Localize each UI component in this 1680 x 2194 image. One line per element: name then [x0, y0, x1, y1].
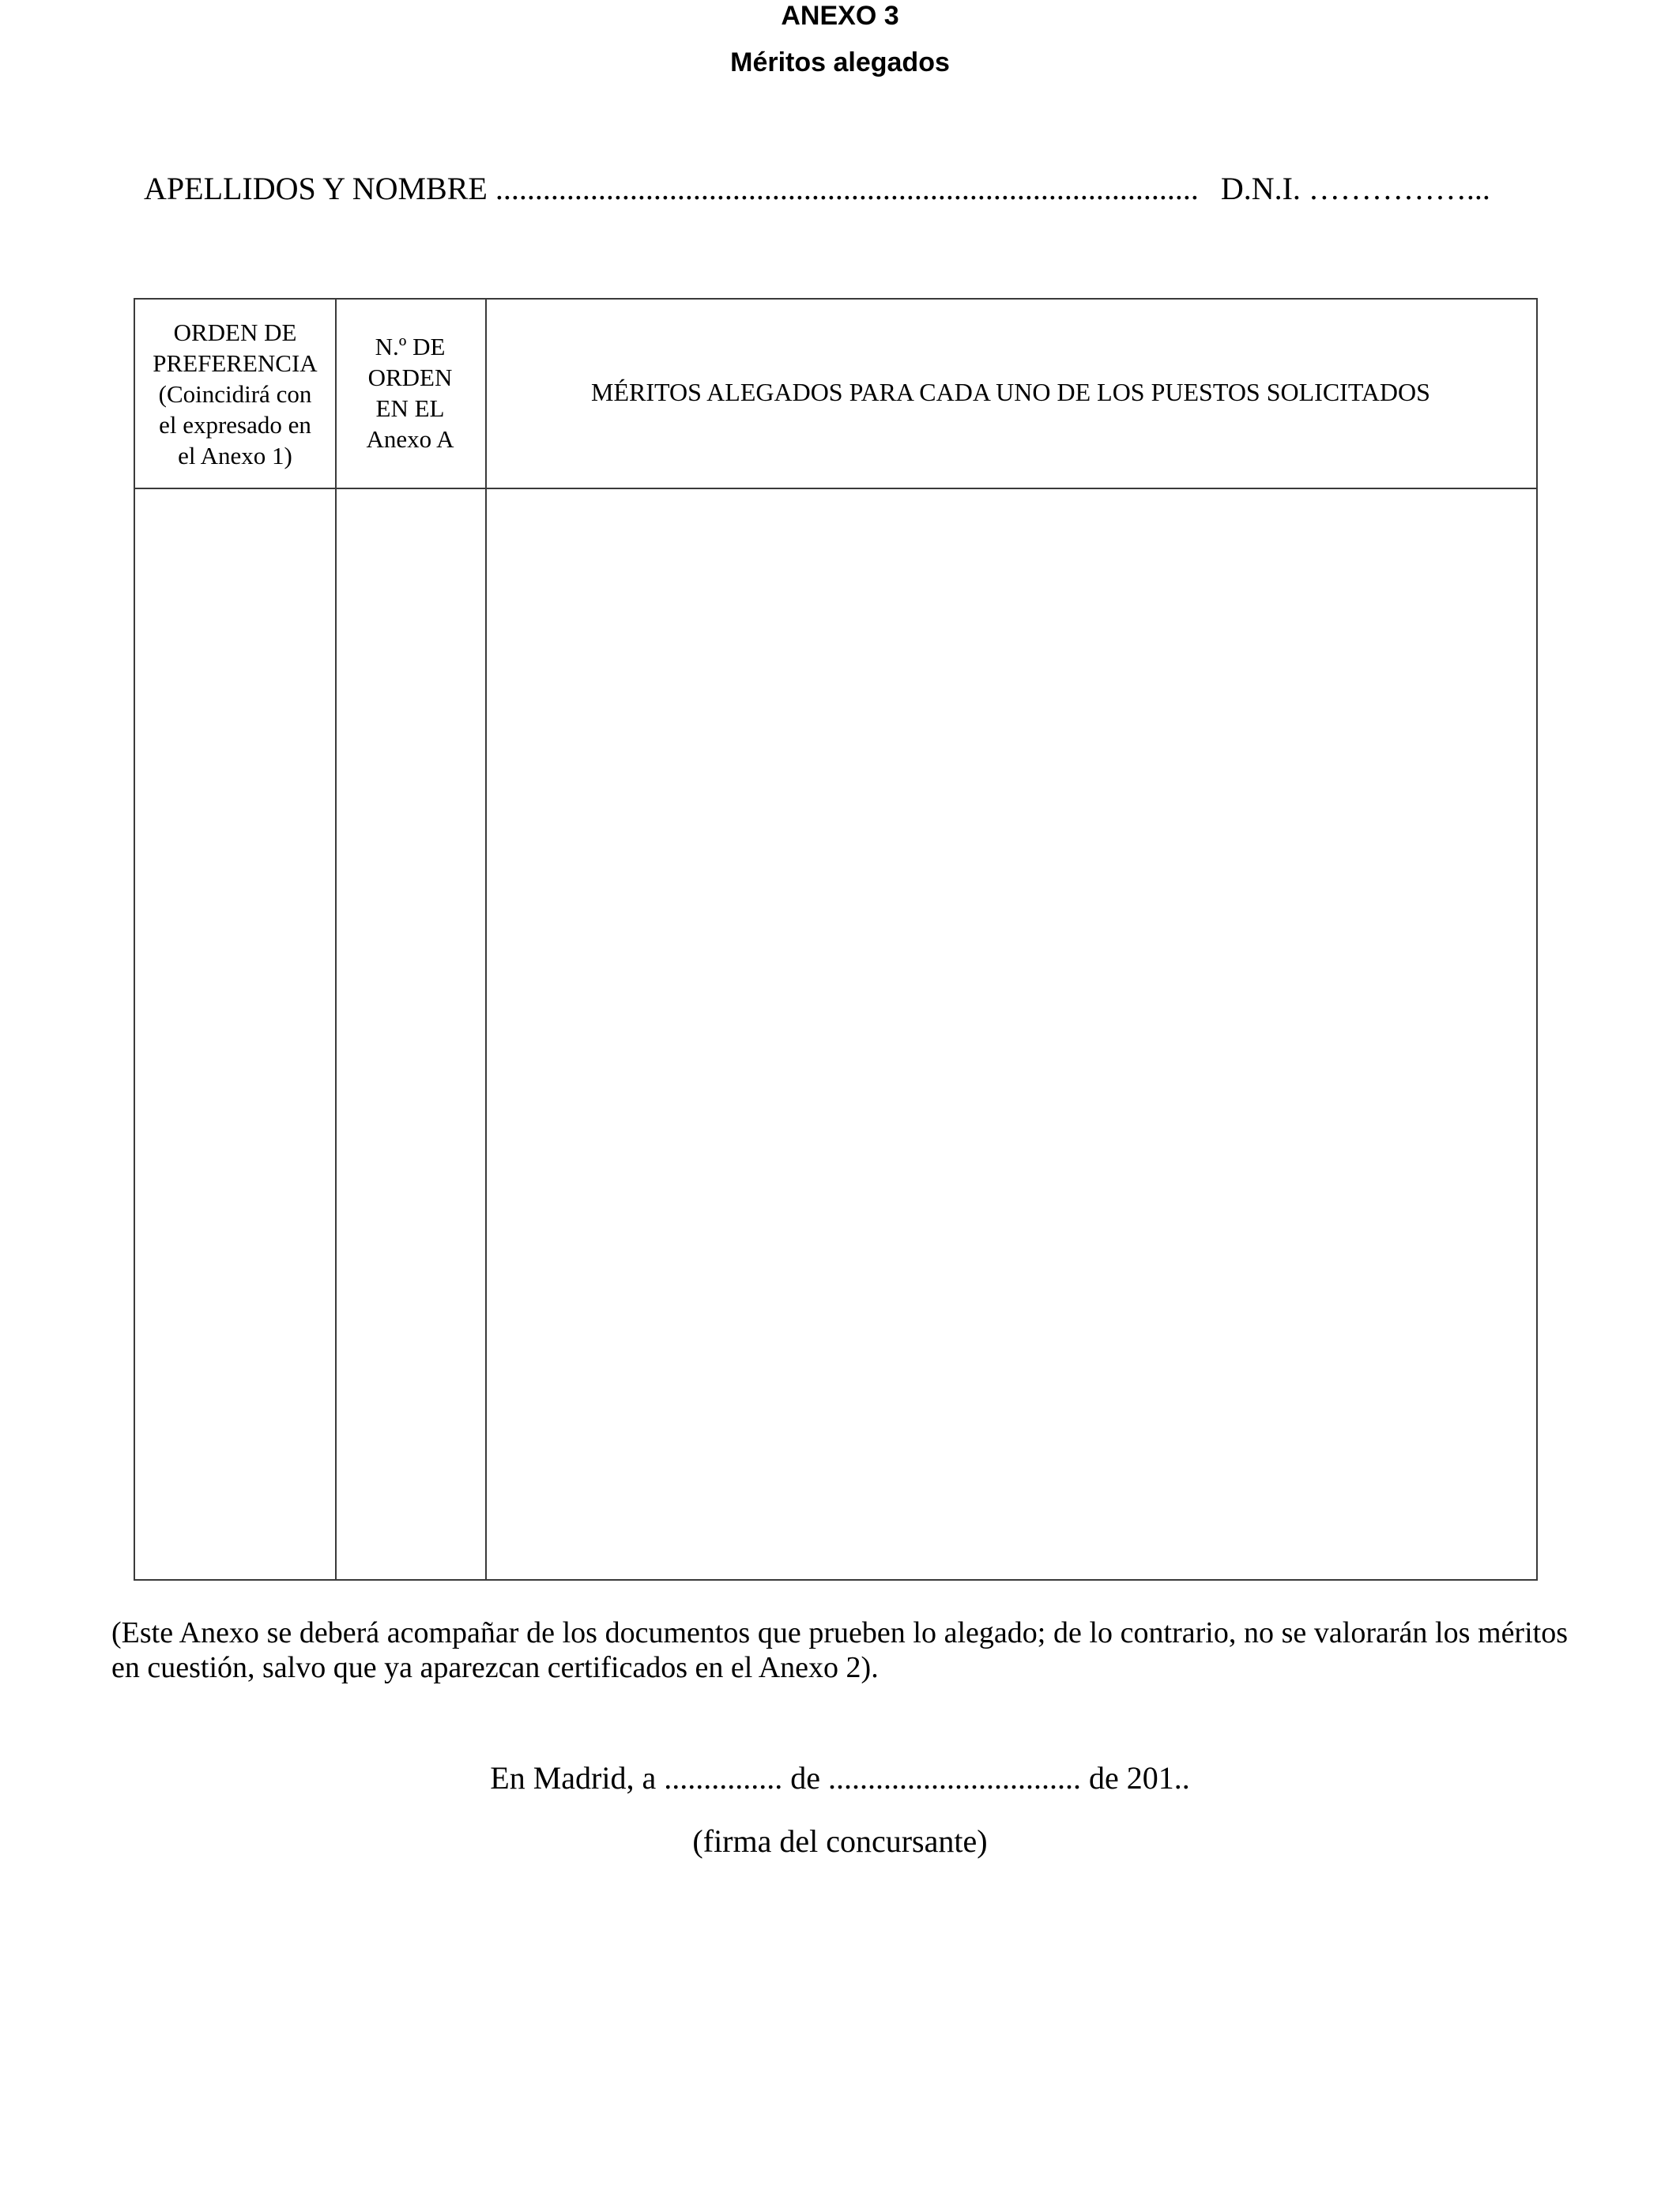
order-number-cell[interactable]: [337, 489, 485, 1579]
header-line: EN EL: [375, 394, 445, 422]
annex-subtitle: Méritos alegados: [730, 47, 950, 77]
place-date-line: En Madrid, a ............... de ................................ de 201..: [490, 1760, 1190, 1796]
dni-field-label: D.N.I. ……………...: [1220, 171, 1490, 206]
annex-title: ANEXO 3: [781, 1, 899, 31]
header-line: (Coincidirá con: [158, 380, 312, 408]
header-merits: [485, 300, 1536, 488]
header-preference-order: [135, 300, 335, 488]
header-line: PREFERENCIA: [153, 349, 318, 377]
header-line: ORDEN: [367, 364, 453, 391]
header-line: N.º DE: [375, 333, 446, 360]
header-line: el expresado en: [159, 411, 311, 439]
merits-table: [134, 298, 1538, 1581]
header-line: Anexo A: [366, 425, 454, 453]
preference-order-cell[interactable]: [135, 489, 335, 1579]
signature-label: (firma del concursante): [692, 1823, 988, 1859]
annex-note: (Este Anexo se deberá acompañar de los documentos que prueben lo alegado; de lo contrario, no se valorarán los méritos en cuestión, salvo que ya aparezcan certificados en el Anexo 2).: [111, 1616, 1568, 1684]
header-line: MÉRITOS ALEGADOS PARA CADA UNO DE LOS PUESTOS SOLICITADOS: [591, 378, 1430, 406]
name-field-label: APELLIDOS Y NOMBRE .........................................................................................: [144, 171, 1199, 206]
header-line: ORDEN DE: [173, 319, 297, 346]
header-order-number: [335, 300, 485, 488]
header-line: el Anexo 1): [178, 442, 292, 469]
merits-cell[interactable]: [487, 489, 1536, 1579]
applicant-identity-line: [144, 169, 1490, 209]
